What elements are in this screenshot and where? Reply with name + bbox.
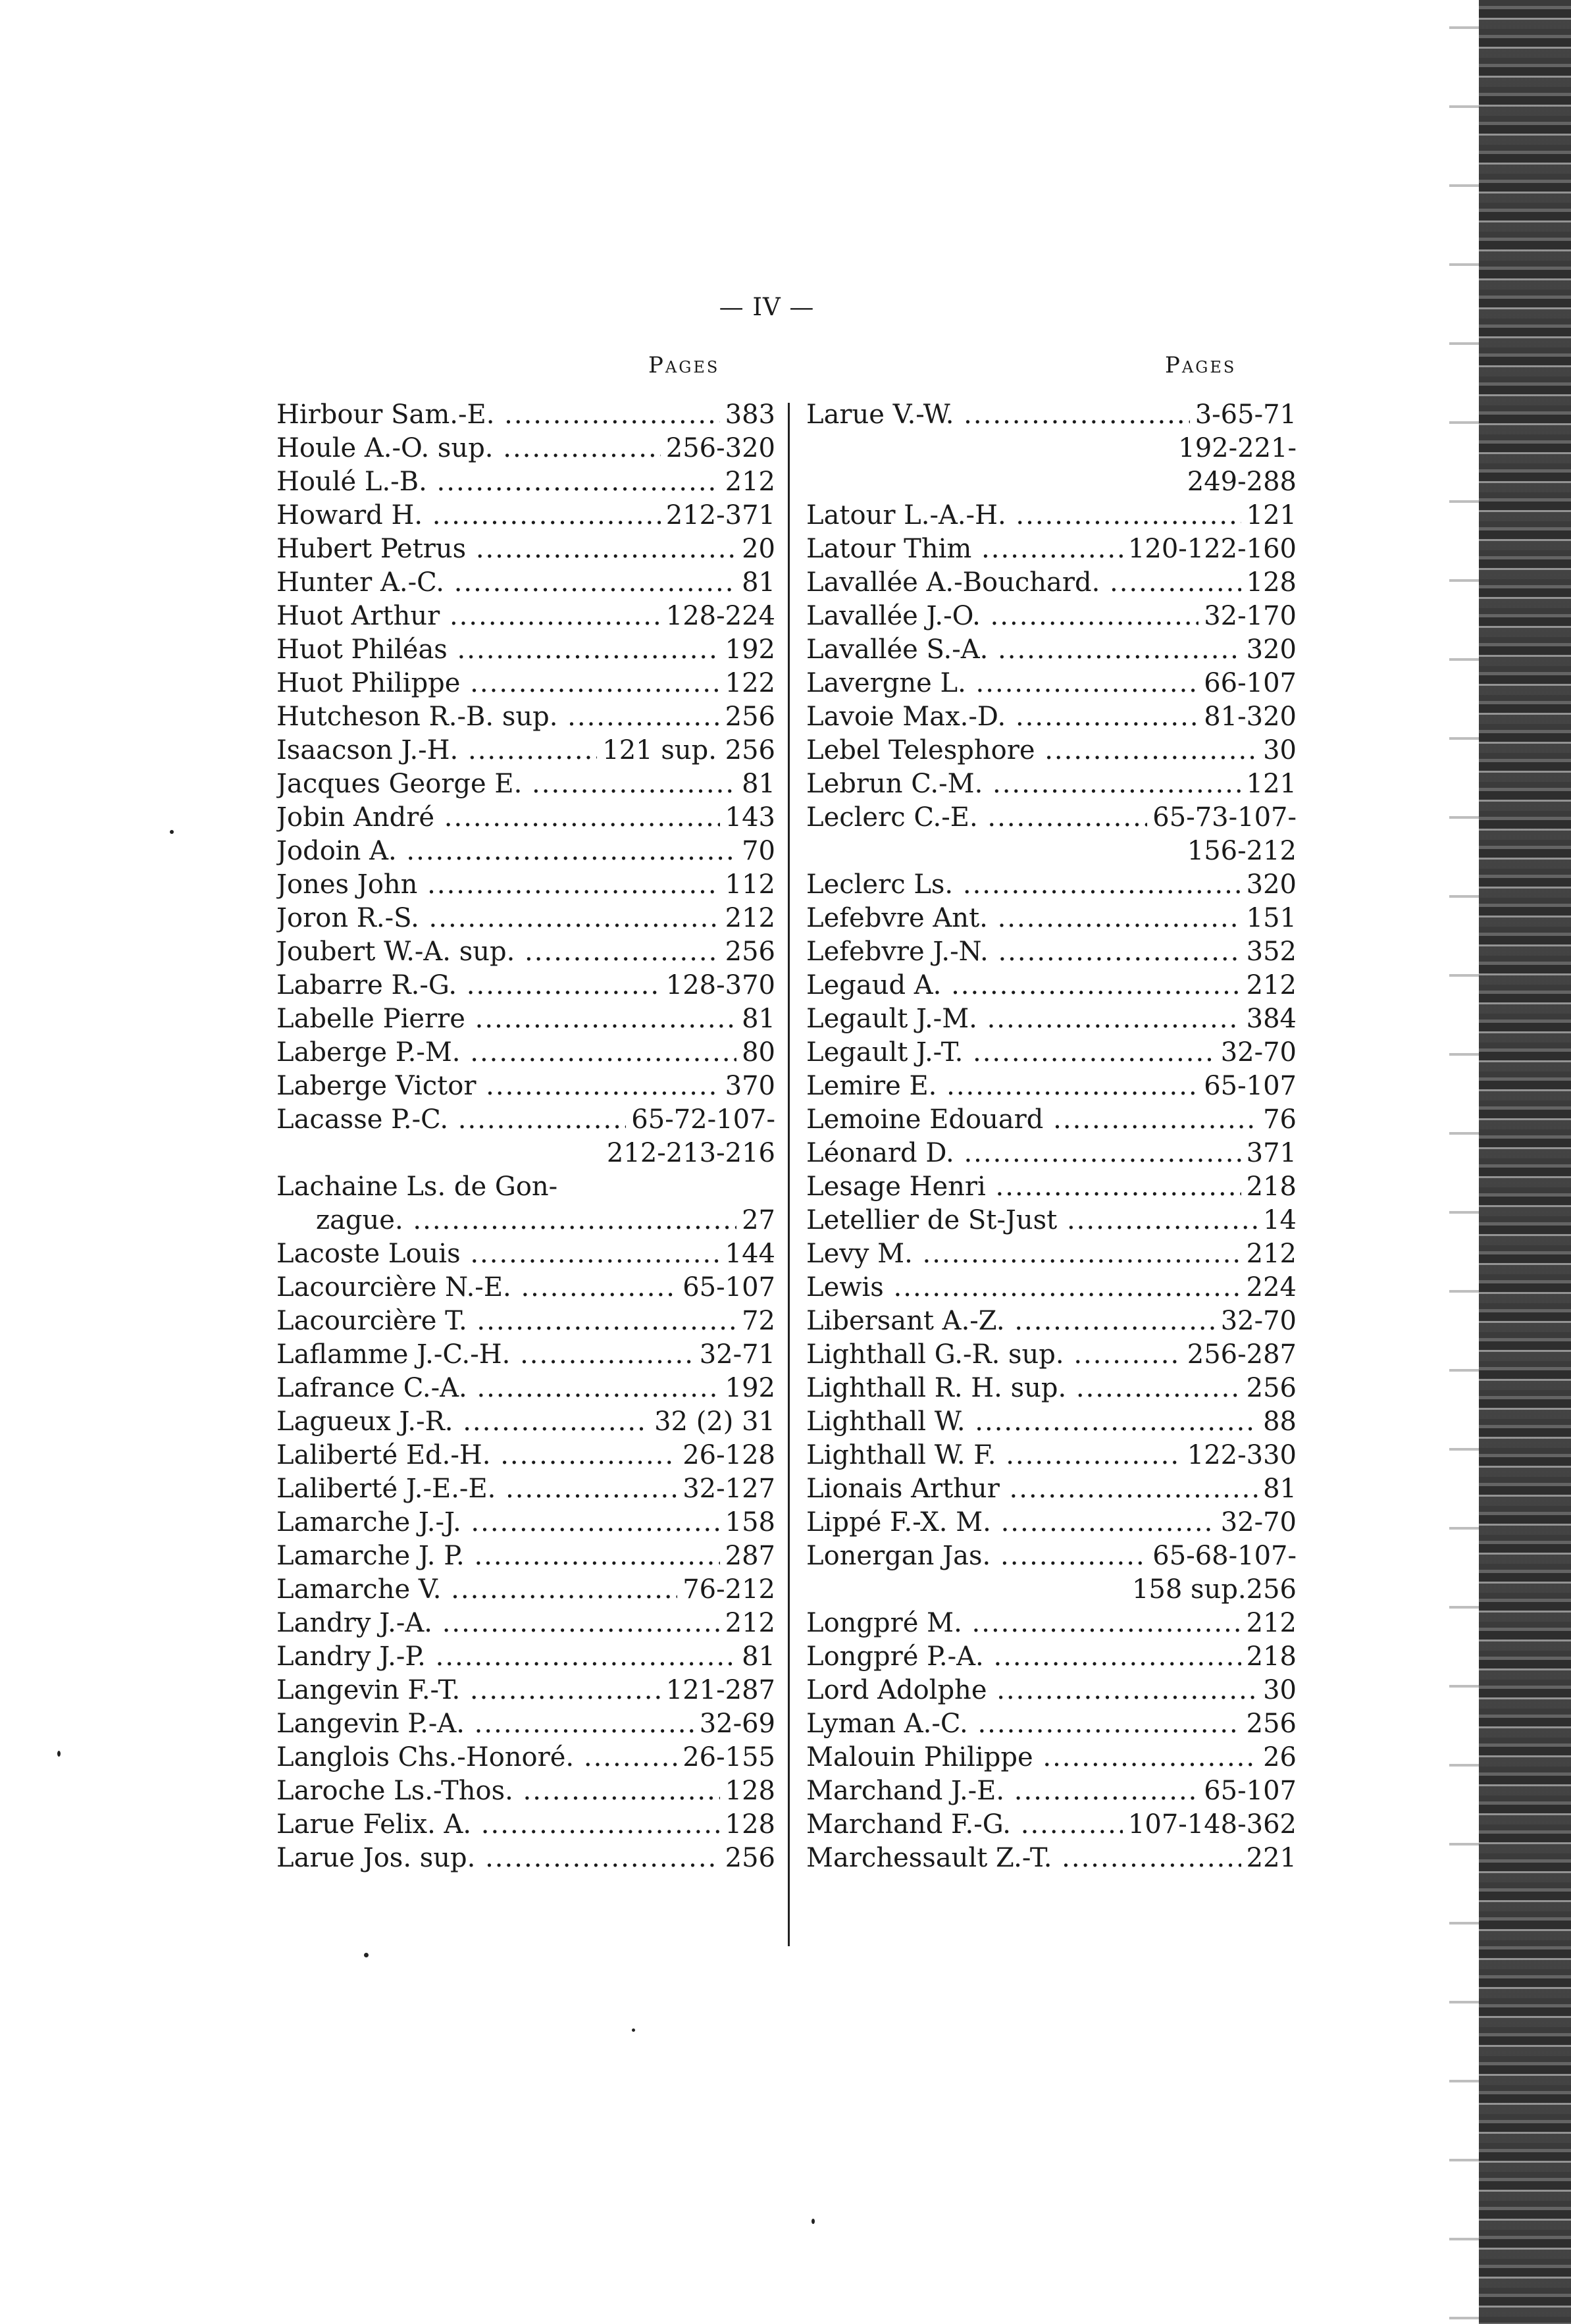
index-entry: [276, 1640, 775, 1674]
index-entry: [276, 1674, 775, 1707]
entry-pages: 30: [1258, 734, 1297, 767]
index-entry: [276, 1036, 775, 1070]
entry-pages: 192-221-: [1173, 432, 1297, 465]
entry-name: Huot Arthur .....: [276, 600, 661, 633]
scan-speck: [170, 830, 174, 834]
index-entry: [806, 600, 1297, 633]
scan-speck: [364, 1953, 369, 1957]
entry-name: Laberge P.-M. .....: [276, 1036, 736, 1070]
right-column-heading: Pages: [1165, 352, 1237, 378]
entry-name: Lighthall W. .....: [806, 1405, 1258, 1439]
entry-name: Lemire E. .....: [806, 1070, 1198, 1103]
index-entry: [276, 667, 775, 700]
index-entry: [806, 532, 1297, 566]
entry-name: Huot Philéas .....: [276, 633, 720, 667]
entry-name: Lemoine Edouard .....: [806, 1103, 1258, 1137]
index-entry: [806, 499, 1297, 532]
entry-pages: 32-70: [1216, 1036, 1297, 1070]
entry-name: Malouin Philippe .....: [806, 1741, 1258, 1774]
entry-name: Lavallée A.-Bouchard. .....: [806, 566, 1241, 600]
index-entry: [276, 432, 775, 465]
index-entry: [806, 633, 1297, 667]
index-entry: [806, 1271, 1297, 1304]
index-entry: [276, 1405, 775, 1439]
index-entry: [806, 1539, 1297, 1573]
entry-name: Latour L.-A.-H. .....: [806, 499, 1241, 532]
entry-name: Lionais Arthur .....: [806, 1472, 1258, 1506]
entry-name: Longpré M. .....: [806, 1607, 1241, 1640]
entry-name: Hubert Petrus .....: [276, 532, 736, 566]
index-entry: [806, 1338, 1297, 1372]
entry-pages: 80: [736, 1036, 775, 1070]
entry-name: Marchand J.-E. .....: [806, 1774, 1198, 1808]
entry-pages: 212: [720, 1607, 775, 1640]
scan-speck: [811, 2219, 815, 2224]
entry-pages: 66-107: [1198, 667, 1297, 700]
entry-pages: 144: [720, 1237, 775, 1271]
index-entry: [806, 1304, 1297, 1338]
entry-pages: 65-73-107-: [1147, 801, 1297, 835]
index-entry: [806, 1204, 1297, 1237]
entry-name: Lebel Telesphore .....: [806, 734, 1258, 767]
entry-pages: 128-224: [661, 600, 775, 633]
entry-name: Larue Jos. sup. .....: [276, 1842, 720, 1875]
entry-pages: 121-287: [661, 1674, 775, 1707]
entry-pages: 383: [720, 398, 775, 432]
entry-pages: 107-148-362: [1123, 1808, 1297, 1842]
entry-pages: 65-107: [1198, 1774, 1297, 1808]
entry-pages: 221: [1241, 1842, 1297, 1875]
index-entry: [276, 1506, 775, 1539]
index-entry: [806, 465, 1297, 499]
entry-pages: 371: [1241, 1137, 1297, 1170]
entry-pages: 320: [1241, 633, 1297, 667]
index-entry: [276, 1070, 775, 1103]
entry-name: Houle A.-O. sup. .....: [276, 432, 661, 465]
entry-pages: 26: [1258, 1741, 1297, 1774]
entry-name: Marchessault Z.-T. .....: [806, 1842, 1241, 1875]
entry-pages: 156-212: [1182, 835, 1297, 868]
index-entry: [806, 1774, 1297, 1808]
index-entry: [806, 667, 1297, 700]
entry-pages: 256: [1241, 1707, 1297, 1741]
entry-pages: 212: [1241, 1607, 1297, 1640]
index-entry: [806, 835, 1297, 868]
index-entry: [276, 1237, 775, 1271]
entry-pages: 224: [1241, 1271, 1297, 1304]
index-entry: [276, 1607, 775, 1640]
index-entry: [276, 1204, 775, 1237]
index-entry: [806, 1640, 1297, 1674]
entry-name: Joubert W.-A. sup. .....: [276, 935, 720, 969]
index-entry: [276, 835, 775, 868]
entry-pages: 65-107: [1198, 1070, 1297, 1103]
entry-pages: 320: [1241, 868, 1297, 902]
index-entry: [806, 1002, 1297, 1036]
entry-name: Lamarche V. .....: [276, 1573, 677, 1607]
index-entry: [276, 1103, 775, 1137]
entry-name: Lacasse P.-C. .....: [276, 1103, 626, 1137]
entry-name: Laliberté J.-E.-E. .....: [276, 1472, 677, 1506]
entry-name: Latour Thim .....: [806, 532, 1123, 566]
index-entry: [276, 1338, 775, 1372]
index-entry: [276, 969, 775, 1002]
index-entry: [276, 1372, 775, 1405]
index-entry: [806, 1573, 1297, 1607]
entry-pages: 72: [736, 1304, 775, 1338]
entry-pages: 32-71: [694, 1338, 775, 1372]
index-entry: [276, 1137, 775, 1170]
index-entry: [806, 734, 1297, 767]
entry-pages: 65-107: [677, 1271, 775, 1304]
entry-pages: 256: [720, 935, 775, 969]
entry-pages: 158 sup.256: [1127, 1573, 1297, 1607]
entry-name: Larue Felix. A. .....: [276, 1808, 720, 1842]
entry-name: Lafrance C.-A. .....: [276, 1372, 720, 1405]
index-entry: [276, 600, 775, 633]
entry-name: Jones John .....: [276, 868, 720, 902]
entry-pages: 128: [1241, 566, 1297, 600]
left-index-column: [276, 398, 775, 1875]
entry-name: Lighthall G.-R. sup. .....: [806, 1338, 1182, 1372]
index-entry: [806, 398, 1297, 432]
entry-pages: 32-69: [694, 1707, 775, 1741]
entry-pages: 128: [720, 1774, 775, 1808]
entry-pages: 287: [720, 1539, 775, 1573]
index-entry: [276, 1741, 775, 1774]
index-entry: [276, 767, 775, 801]
entry-name: Legault J.-T. .....: [806, 1036, 1216, 1070]
entry-name: Lippé F.-X. M. .....: [806, 1506, 1216, 1539]
index-entry: [276, 465, 775, 499]
scanned-page-shadow: [1449, 0, 1479, 2324]
entry-pages: 70: [736, 835, 775, 868]
entry-name: Leclerc C.-E. .....: [806, 801, 1147, 835]
entry-name: Labelle Pierre .....: [276, 1002, 736, 1036]
entry-pages: 256: [720, 700, 775, 734]
index-entry: [276, 532, 775, 566]
index-entry: [806, 969, 1297, 1002]
entry-pages: 151: [1241, 902, 1297, 935]
entry-name: Lavallée J.-O. .....: [806, 600, 1198, 633]
scan-speck: [632, 2028, 635, 2032]
entry-name: Lavergne L. .....: [806, 667, 1198, 700]
index-entry: [276, 1304, 775, 1338]
entry-name: Lefebvre J.-N. .....: [806, 935, 1241, 969]
entry-name: Landry J.-A. .....: [276, 1607, 720, 1640]
entry-pages: 26-128: [677, 1439, 775, 1472]
entry-pages: 352: [1241, 935, 1297, 969]
index-entry: [276, 1842, 775, 1875]
entry-name: Letellier de St-Just .....: [806, 1204, 1258, 1237]
entry-pages: 120-122-160: [1123, 532, 1297, 566]
index-entry: [806, 1036, 1297, 1070]
entry-name: Longpré P.-A. .....: [806, 1640, 1241, 1674]
entry-pages: 76-212: [677, 1573, 775, 1607]
entry-name: Lefebvre Ant. .....: [806, 902, 1241, 935]
column-divider: [788, 403, 790, 1946]
entry-pages: 212: [1241, 1237, 1297, 1271]
index-entry: [276, 633, 775, 667]
index-entry: [806, 1070, 1297, 1103]
index-entry: [276, 935, 775, 969]
entry-name: Lighthall R. H. sup. .....: [806, 1372, 1241, 1405]
entry-pages: 121: [1241, 499, 1297, 532]
entry-pages: 212: [720, 902, 775, 935]
entry-pages: 256-287: [1182, 1338, 1297, 1372]
entry-name: Howard H. .....: [276, 499, 661, 532]
index-entry: [276, 801, 775, 835]
entry-name: Jodoin A. .....: [276, 835, 736, 868]
entry-pages: 128-370: [661, 969, 775, 1002]
scan-speck: [57, 1751, 61, 1757]
entry-pages: 158: [720, 1506, 775, 1539]
index-entry: [276, 1774, 775, 1808]
entry-pages: 88: [1258, 1405, 1297, 1439]
entry-pages: 30: [1258, 1674, 1297, 1707]
entry-pages: 26-155: [677, 1741, 775, 1774]
entry-pages: 256-320: [661, 432, 775, 465]
entry-name: Lesage Henri .....: [806, 1170, 1241, 1204]
entry-pages: 121 sup. 256: [597, 734, 775, 767]
entry-name: Labarre R.-G. .....: [276, 969, 661, 1002]
entry-pages: 370: [720, 1070, 775, 1103]
entry-pages: 384: [1241, 1002, 1297, 1036]
entry-name: Lamarche J.-J. .....: [276, 1506, 720, 1539]
entry-name: Houlé L.-B. .....: [276, 465, 720, 499]
entry-name: Lavallée S.-A. .....: [806, 633, 1241, 667]
entry-name: Legault J.-M. .....: [806, 1002, 1241, 1036]
scanned-page-edge: [1479, 0, 1571, 2324]
entry-pages: 212-213-216: [602, 1137, 775, 1170]
entry-pages: 256: [1241, 1372, 1297, 1405]
entry-name: Marchand F.-G. .....: [806, 1808, 1123, 1842]
entry-pages: 192: [720, 1372, 775, 1405]
entry-name: Lewis .....: [806, 1271, 1241, 1304]
entry-pages: 256: [720, 1842, 775, 1875]
index-entry: [806, 1842, 1297, 1875]
entry-name: Hutcheson R.-B. sup. .....: [276, 700, 720, 734]
index-entry: [276, 1002, 775, 1036]
entry-pages: 81-320: [1198, 700, 1297, 734]
index-entry: [276, 398, 775, 432]
index-entry: [276, 1170, 775, 1204]
right-index-column: [806, 398, 1297, 1875]
entry-name: Laflamme J.-C.-H. .....: [276, 1338, 694, 1372]
entry-pages: 65-68-107-: [1147, 1539, 1297, 1573]
entry-pages: 128: [720, 1808, 775, 1842]
entry-name: Lebrun C.-M. .....: [806, 767, 1241, 801]
entry-pages: 81: [736, 566, 775, 600]
entry-pages: 218: [1241, 1170, 1297, 1204]
index-entry: [276, 1439, 775, 1472]
entry-pages: 32-70: [1216, 1506, 1297, 1539]
entry-name: Legaud A. .....: [806, 969, 1241, 1002]
entry-pages: 218: [1241, 1640, 1297, 1674]
index-entry: [806, 1103, 1297, 1137]
index-entry: [806, 566, 1297, 600]
index-entry: [276, 566, 775, 600]
entry-pages: 212: [720, 465, 775, 499]
entry-name: Lonergan Jas. .....: [806, 1539, 1147, 1573]
entry-name: Hunter A.-C. .....: [276, 566, 736, 600]
index-entry: [806, 902, 1297, 935]
entry-name: Lyman A.-C. .....: [806, 1707, 1241, 1741]
entry-pages: 65-72-107-: [626, 1103, 775, 1137]
index-entry: [276, 868, 775, 902]
entry-pages: 27: [736, 1204, 775, 1237]
index-entry: [806, 1372, 1297, 1405]
entry-name: Laliberté Ed.-H. .....: [276, 1439, 677, 1472]
entry-pages: 32-70: [1216, 1304, 1297, 1338]
entry-name: Léonard D. .....: [806, 1137, 1241, 1170]
entry-pages: 14: [1258, 1204, 1297, 1237]
entry-name: Larue V.-W. .....: [806, 398, 1190, 432]
entry-name: Langevin P.-A. .....: [276, 1707, 694, 1741]
entry-pages: 249-288: [1182, 465, 1297, 499]
index-entry: [276, 499, 775, 532]
entry-pages: 81: [736, 767, 775, 801]
entry-name: Laberge Victor .....: [276, 1070, 720, 1103]
entry-pages: 81: [736, 1002, 775, 1036]
index-entry: [276, 1707, 775, 1741]
entry-pages: 81: [736, 1640, 775, 1674]
index-entry: [806, 1607, 1297, 1640]
entry-name: Jacques George E. .....: [276, 767, 736, 801]
index-entry: [276, 1472, 775, 1506]
entry-name: Lachaine Ls. de Gon-: [276, 1172, 558, 1202]
entry-pages: 122: [720, 667, 775, 700]
entry-pages: 212-371: [661, 499, 775, 532]
index-entry: [806, 767, 1297, 801]
index-entry: [276, 1808, 775, 1842]
entry-pages: 32-127: [677, 1472, 775, 1506]
entry-pages: 76: [1258, 1103, 1297, 1137]
entry-pages: 32 (2) 31: [649, 1405, 775, 1439]
entry-name: Lord Adolphe .....: [806, 1674, 1258, 1707]
entry-name: Joron R.-S. .....: [276, 902, 720, 935]
index-entry: [276, 1573, 775, 1607]
index-entry: [276, 1271, 775, 1304]
entry-name: Leclerc Ls. .....: [806, 868, 1241, 902]
entry-name: zague. .....: [276, 1204, 736, 1237]
page-number: — IV —: [719, 293, 815, 321]
index-entry: [276, 1539, 775, 1573]
entry-pages: 20: [736, 532, 775, 566]
entry-name: Lavoie Max.-D. .....: [806, 700, 1198, 734]
index-entry: [806, 868, 1297, 902]
index-entry: [276, 902, 775, 935]
index-entry: [806, 700, 1297, 734]
entry-pages: 143: [720, 801, 775, 835]
index-entry: [806, 1741, 1297, 1774]
entry-pages: 192: [720, 633, 775, 667]
entry-name: Isaacson J.-H. .....: [276, 734, 597, 767]
index-entry: [806, 1237, 1297, 1271]
entry-name: Lacourcière T. .....: [276, 1304, 736, 1338]
entry-name: Lacourcière N.-E. .....: [276, 1271, 677, 1304]
entry-name: Langevin F.-T. .....: [276, 1674, 661, 1707]
entry-pages: 122-330: [1182, 1439, 1297, 1472]
entry-pages: 121: [1241, 767, 1297, 801]
entry-name: Huot Philippe .....: [276, 667, 720, 700]
entry-name: Levy M. .....: [806, 1237, 1241, 1271]
entry-pages: 212: [1241, 969, 1297, 1002]
entry-name: Jobin André .....: [276, 801, 720, 835]
entry-name: Langlois Chs.-Honoré. .....: [276, 1741, 677, 1774]
entry-name: Hirbour Sam.-E. .....: [276, 398, 720, 432]
index-entry: [806, 1170, 1297, 1204]
entry-name: Laroche Ls.-Thos. .....: [276, 1774, 720, 1808]
index-entry: [806, 1808, 1297, 1842]
index-entry: [806, 1137, 1297, 1170]
index-entry: [806, 801, 1297, 835]
index-entry: [806, 432, 1297, 465]
index-entry: [806, 1439, 1297, 1472]
index-entry: [806, 1506, 1297, 1539]
entry-pages: 112: [720, 868, 775, 902]
entry-pages: 81: [1258, 1472, 1297, 1506]
entry-name: Lacoste Louis .....: [276, 1237, 720, 1271]
index-entry: [806, 1707, 1297, 1741]
index-entry: [806, 1674, 1297, 1707]
index-entry: [806, 935, 1297, 969]
left-column-heading: Pages: [648, 352, 720, 378]
entry-name: Landry J.-P. .....: [276, 1640, 736, 1674]
index-entry: [276, 734, 775, 767]
index-entry: [806, 1472, 1297, 1506]
entry-name: Lamarche J. P. .....: [276, 1539, 720, 1573]
entry-name: Lighthall W. F. .....: [806, 1439, 1182, 1472]
entry-name: Libersant A.-Z. .....: [806, 1304, 1216, 1338]
entry-name: Lagueux J.-R. .....: [276, 1405, 649, 1439]
entry-pages: 32-170: [1198, 600, 1297, 633]
index-entry: [276, 700, 775, 734]
entry-pages: 3-65-71: [1190, 398, 1297, 432]
index-entry: [806, 1405, 1297, 1439]
